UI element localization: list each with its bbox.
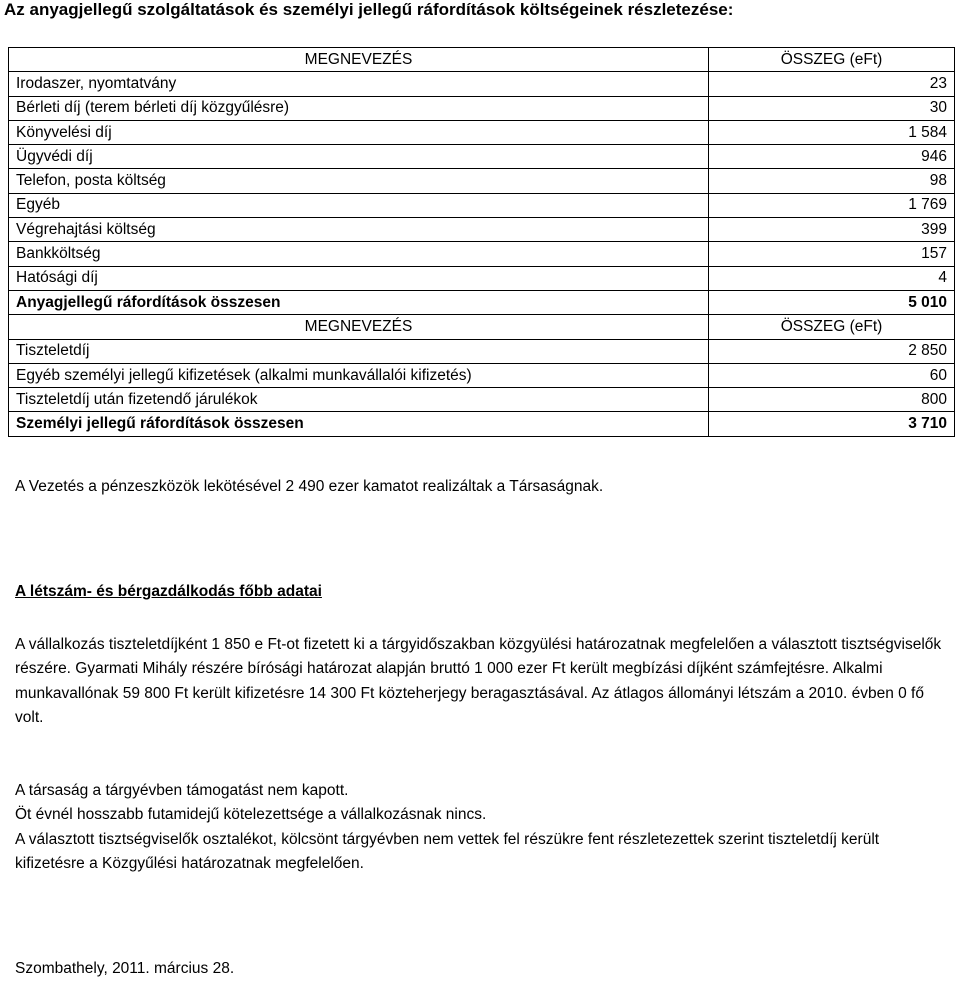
row-amount: 1 584 (709, 120, 955, 144)
row-amount: 157 (709, 242, 955, 266)
row-label: Irodaszer, nyomtatvány (9, 72, 709, 96)
table-row (9, 169, 955, 193)
table-row (9, 96, 955, 120)
cost-breakdown-table (8, 47, 955, 437)
officials-note: A választott tisztségviselők osztalékot, kölcsönt tárgyévben nem vettek fel részükre fent részletezettek szerint tiszteletdíj került kifizetésre a Közgyűlési határozatnak megfelelően. (15, 830, 880, 872)
row-amount: 946 (709, 145, 955, 169)
table-row (9, 339, 955, 363)
personal-total-row (9, 412, 955, 436)
staff-paragraph-block (15, 633, 945, 730)
table-row (9, 363, 955, 387)
place-date: Szombathely, 2011. március 28. (15, 960, 235, 977)
table-row (9, 120, 955, 144)
row-amount: 98 (709, 169, 955, 193)
column-header-amount: ÖSSZEG (eFt) (709, 315, 955, 339)
column-header-name: MEGNEVEZÉS (9, 48, 709, 72)
table-row (9, 145, 955, 169)
row-label: Tiszteletdíj után fizetendő járulékok (9, 388, 709, 412)
table-row (9, 218, 955, 242)
other-notes-block (15, 779, 945, 876)
staff-section-heading: A létszám- és bérgazdálkodás főbb adatai (15, 583, 322, 600)
row-amount: 1 769 (709, 193, 955, 217)
total-label: Személyi jellegű ráfordítások összesen (9, 412, 709, 436)
row-label: Telefon, posta költség (9, 169, 709, 193)
row-label: Egyéb személyi jellegű kifizetések (alkalmi munkavállalói kifizetés) (9, 363, 709, 387)
row-label: Tiszteletdíj (9, 339, 709, 363)
row-label: Bérleti díj (terem bérleti díj közgyűlésre) (9, 96, 709, 120)
row-amount: 2 850 (709, 339, 955, 363)
interest-note-block (15, 475, 945, 499)
row-label: Könyvelési díj (9, 120, 709, 144)
table-row (9, 72, 955, 96)
interest-note: A Vezetés a pénzeszközök lekötésével 2 490 ezer kamatot realizáltak a Társaságnak. (15, 478, 604, 495)
row-amount: 399 (709, 218, 955, 242)
row-label: Egyéb (9, 193, 709, 217)
material-total-row (9, 290, 955, 314)
signature-block (15, 957, 945, 981)
staff-paragraph: A vállalkozás tiszteletdíjként 1 850 e Ft-ot fizetett ki a tárgyidőszakban közgyülési határozatnak megfelelően a választott tisztségviselők részére. Gyarmati Mihály részére bírósági határozat alapján bruttó 1 000 ezer Ft került megbízási díjként számfejtésre. Alkalmi munkavallónak 59 800 Ft került kifizetésre 14 300 Ft közteherjegy beragasztásával. Az átlagos állományi létszám a 2010. évben 0 fő volt. (15, 636, 942, 726)
page-title: Az anyagjellegű szolgáltatások és személyi jellegű ráfordítások költségeinek részletezése: (4, 0, 734, 19)
row-amount: 23 (709, 72, 955, 96)
column-header-name: MEGNEVEZÉS (9, 315, 709, 339)
liability-note: Öt évnél hosszabb futamidejű kötelezettsége a vállalkozásnak nincs. (15, 806, 487, 824)
row-label: Ügyvédi díj (9, 145, 709, 169)
total-amount: 3 710 (709, 412, 955, 436)
row-amount: 30 (709, 96, 955, 120)
table-header-row (9, 315, 955, 339)
grant-note: A társaság a tárgyévben támogatást nem kapott. (15, 782, 349, 799)
table-row (9, 242, 955, 266)
row-amount: 4 (709, 266, 955, 290)
row-label: Végrehajtási költség (9, 218, 709, 242)
row-amount: 800 (709, 388, 955, 412)
row-label: Hatósági díj (9, 266, 709, 290)
table-row (9, 388, 955, 412)
row-amount: 60 (709, 363, 955, 387)
table-row (9, 266, 955, 290)
column-header-amount: ÖSSZEG (eFt) (709, 48, 955, 72)
table-row (9, 193, 955, 217)
staff-section (15, 580, 945, 604)
total-label: Anyagjellegű ráfordítások összesen (9, 290, 709, 314)
table-header-row (9, 48, 955, 72)
total-amount: 5 010 (709, 290, 955, 314)
row-label: Bankköltség (9, 242, 709, 266)
